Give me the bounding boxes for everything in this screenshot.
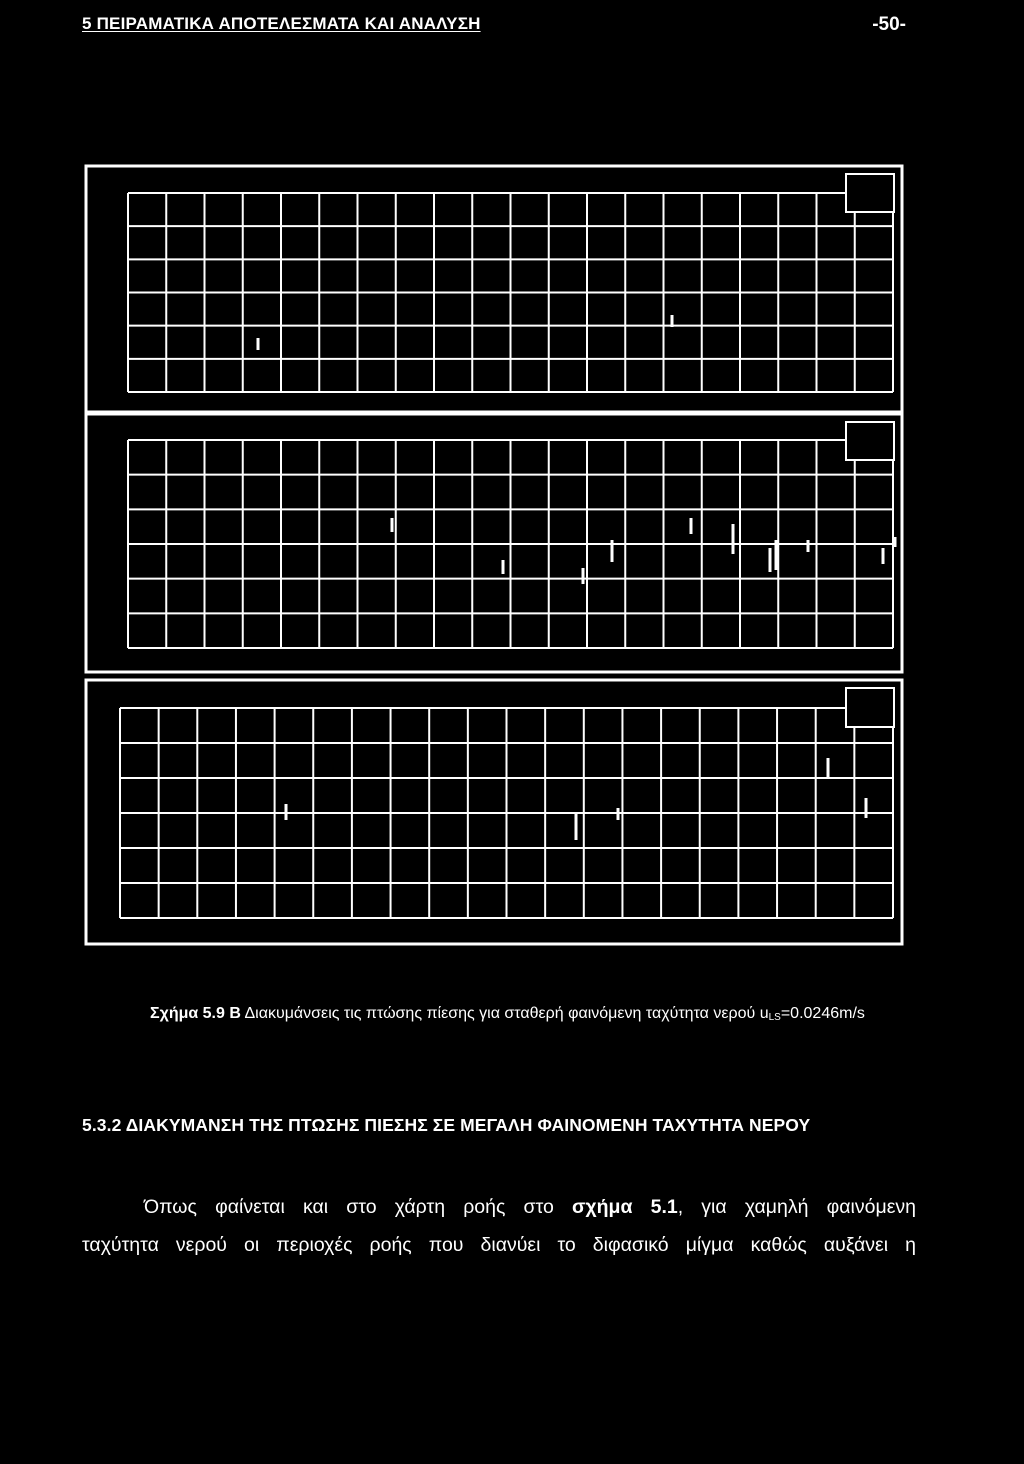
caption-text: Διακυμάνσεις τις πτώσης πίεσης για σταθερή φαινόμενη ταχύτητα νερού u [244,1005,769,1022]
paragraph-line-1 [82,1196,916,1219]
caption-value: =0.0246m/s [780,1005,865,1022]
paragraph-line-2: ταχύτητα νερού οι περιοχές ροής που διανύει το διφασικό μίγμα καθώς αυξάνει η [82,1234,916,1256]
panel-indicator-box [846,174,894,212]
caption-subscript: LS [768,1012,781,1023]
page-number: -50- [872,14,906,35]
line1-start: Όπως φαίνεται και στο χάρτη ροής στο [144,1196,554,1218]
figure-caption [150,1005,865,1023]
panel-frame-1 [86,166,902,412]
figure-panels [86,166,902,944]
panel-indicator-box [846,688,894,727]
panel-indicator-box [846,422,894,460]
figure-reference-link[interactable]: σχήμα 5.1 [572,1196,678,1218]
chapter-header: 5 ΠΕΙΡΑΜΑΤΙΚΑ ΑΠΟΤΕΛΕΣΜΑΤΑ ΚΑΙ ΑΝΑΛΥΣΗ [82,14,481,33]
figure-label: Σχήμα 5.9 Β [150,1005,241,1022]
section-heading: 5.3.2 ΔΙΑΚΥΜΑΝΣΗ ΤΗΣ ΠΤΩΣΗΣ ΠΙΕΣΗΣ ΣΕ ΜΕΓΑΛΗ ΦΑΙΝΟΜΕΝΗ ΤΑΧΥΤΗΤΑ ΝΕΡΟΥ [82,1115,811,1135]
line1-end: , για χαμηλή φαινόμενη [677,1196,917,1218]
